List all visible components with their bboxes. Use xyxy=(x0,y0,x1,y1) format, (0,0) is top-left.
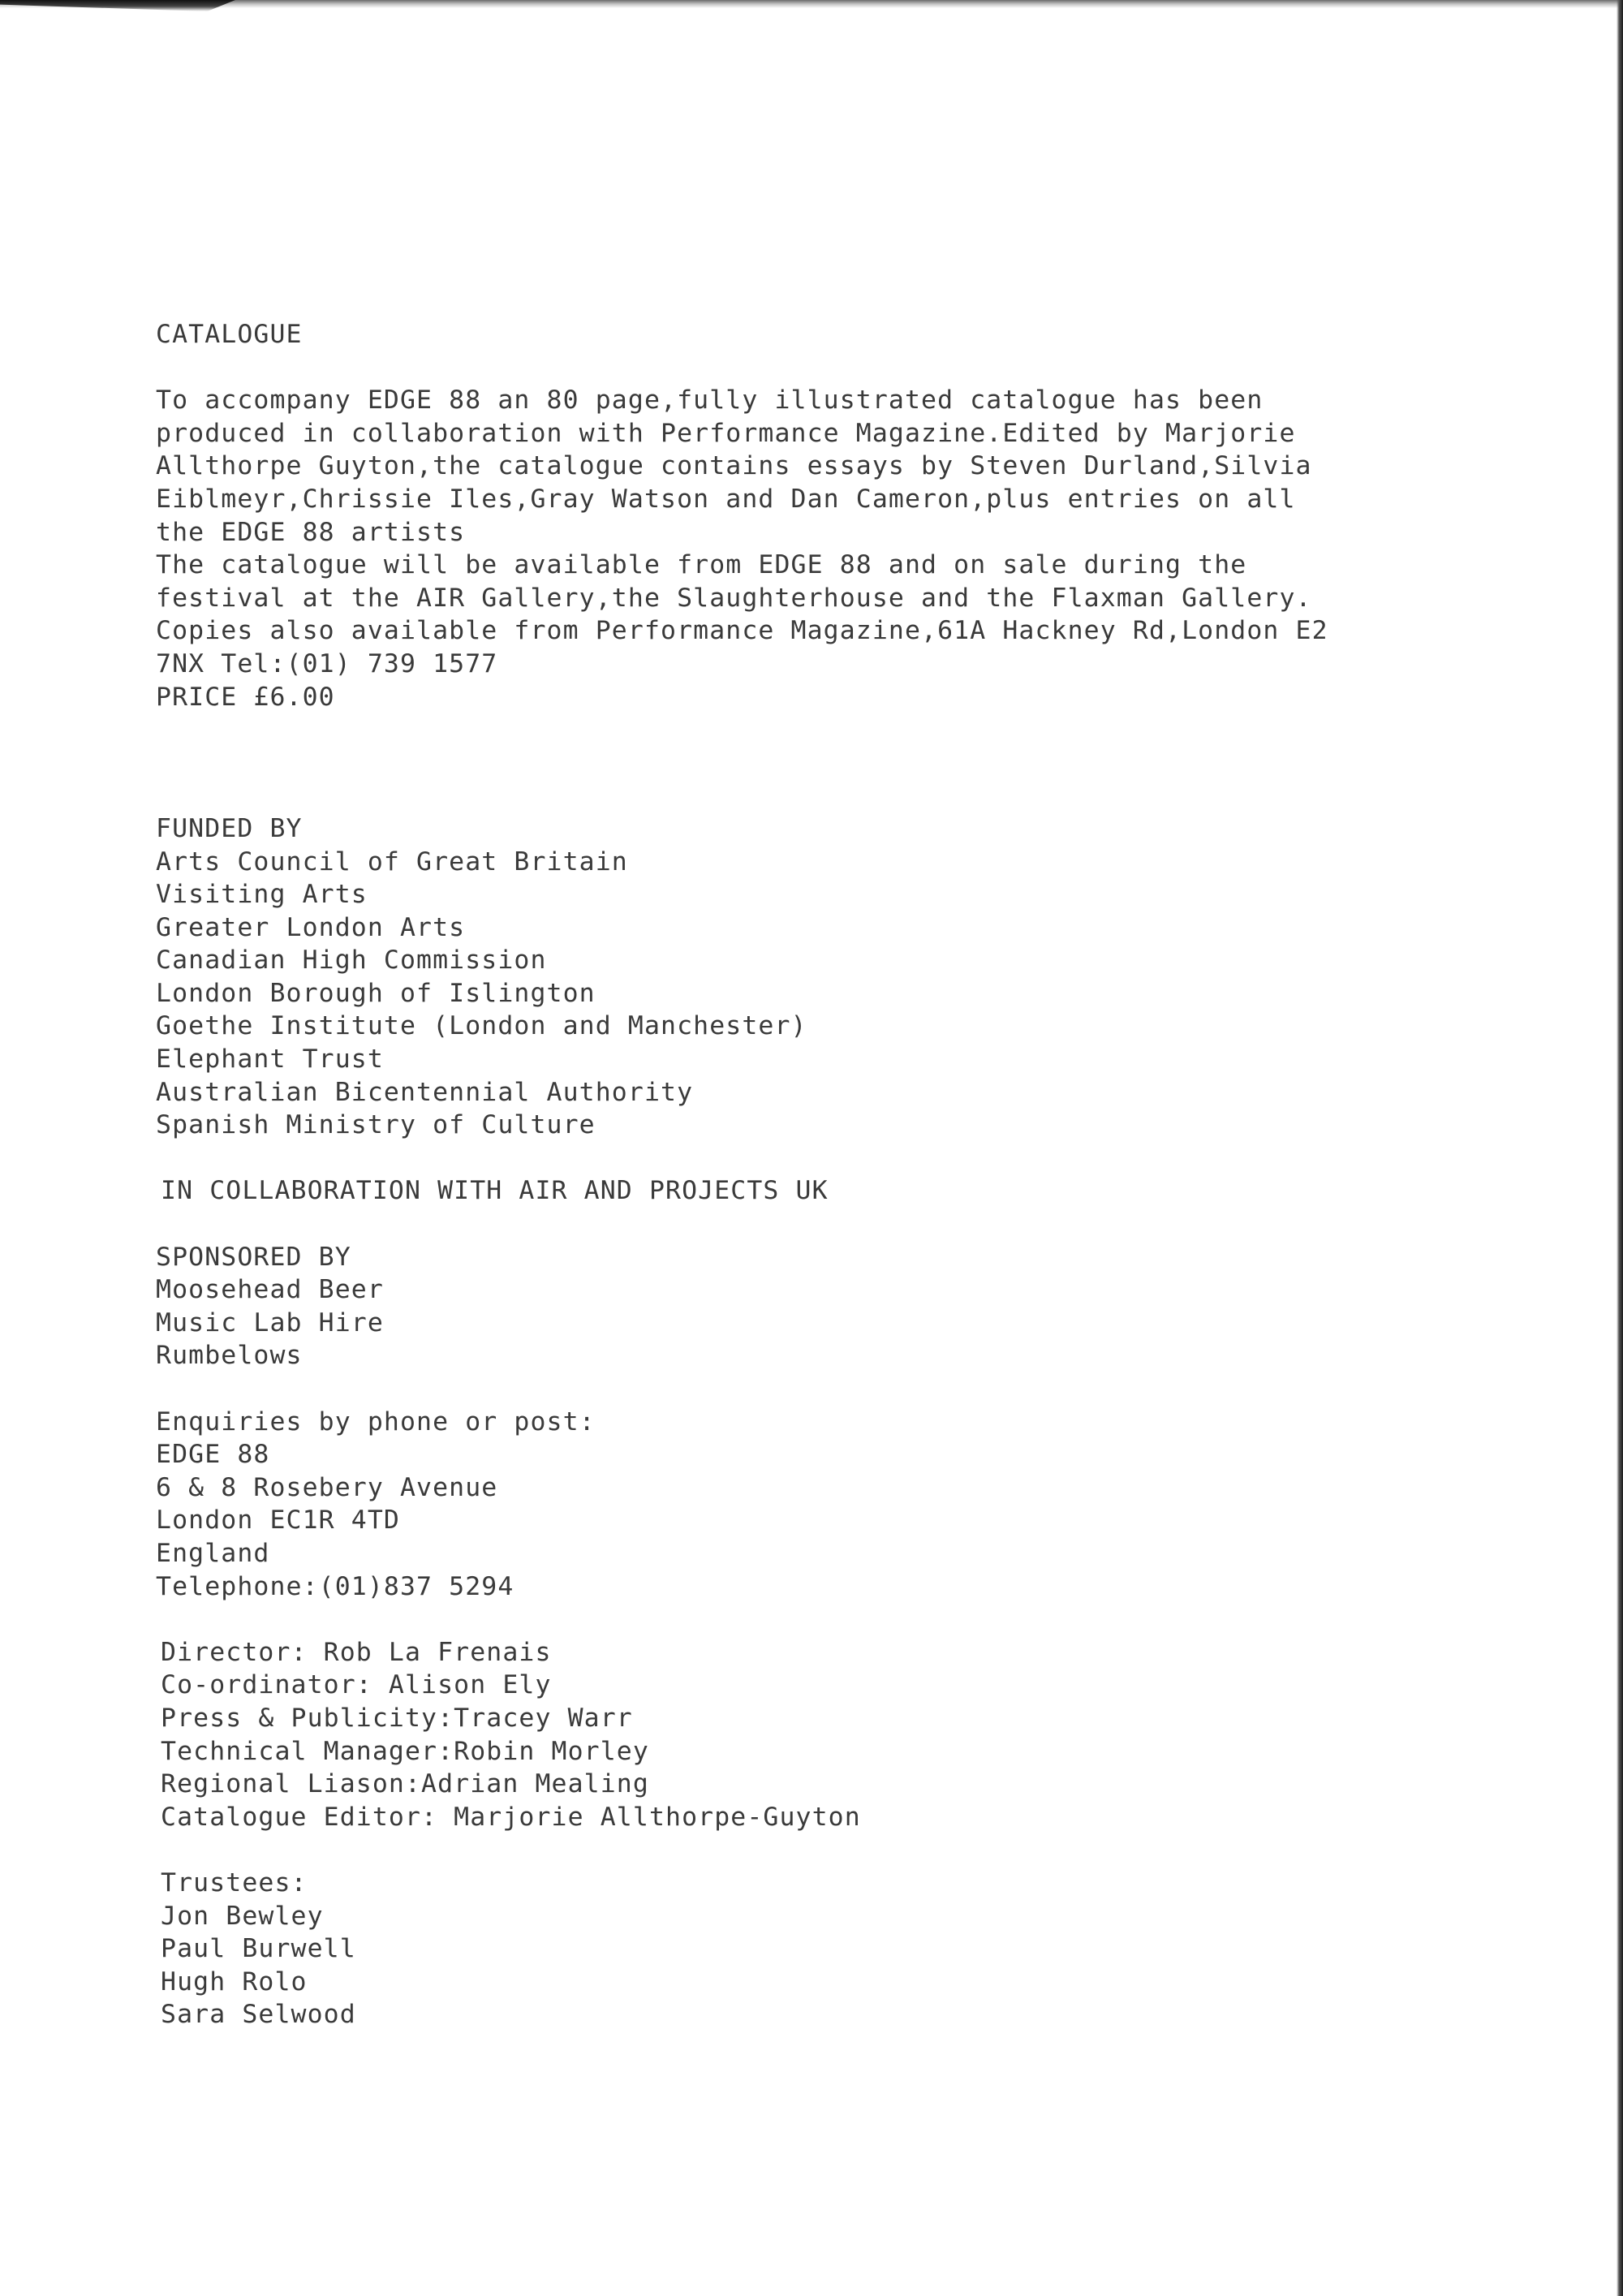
staff-section xyxy=(156,1636,1422,1834)
enquiries-heading: Enquiries by phone or post: xyxy=(156,1406,596,1437)
scan-edge-right xyxy=(1617,0,1623,2296)
catalogue-price: PRICE £6.00 xyxy=(156,682,335,712)
funder-item: Canadian High Commission xyxy=(156,946,547,976)
spacer xyxy=(156,1142,1422,1175)
funded-section xyxy=(156,812,1422,1142)
address-line: London EC1R 4TD xyxy=(156,1506,400,1536)
catalogue-line: 7NX Tel:(01) 739 1577 xyxy=(156,648,498,678)
address-line: EDGE 88 xyxy=(156,1440,270,1470)
sponsor-item: Music Lab Hire xyxy=(156,1307,384,1338)
catalogue-line: The catalogue will be available from EDGE 88 and on sale during the xyxy=(156,550,1247,580)
spacer xyxy=(156,1208,1422,1241)
staff-line: Technical Manager:Robin Morley xyxy=(161,1736,649,1766)
trustee-item: Hugh Rolo xyxy=(161,1966,308,1997)
catalogue-line: Allthorpe Guyton,the catalogue contains essays by Steven Durland,Silvia xyxy=(156,451,1312,481)
spacer xyxy=(156,1603,1422,1636)
staff-line: Press & Publicity:Tracey Warr xyxy=(161,1703,633,1733)
staff-line: Director: Rob La Frenais xyxy=(161,1637,552,1667)
funded-heading: FUNDED BY xyxy=(156,813,303,843)
sponsor-item: Rumbelows xyxy=(156,1341,303,1371)
spacer xyxy=(156,1833,1422,1867)
staff-line: Regional Liason:Adrian Mealing xyxy=(161,1769,649,1799)
trustees-section xyxy=(156,1867,1422,2031)
sponsored-section xyxy=(156,1241,1422,1372)
funder-item: Goethe Institute (London and Manchester) xyxy=(156,1011,807,1041)
sponsor-item: Moosehead Beer xyxy=(156,1275,384,1305)
staff-line: Co-ordinator: Alison Ely xyxy=(161,1670,552,1700)
catalogue-line: Eiblmeyr,Chrissie Iles,Gray Watson and Dan Cameron,plus entries on all xyxy=(156,484,1296,514)
trustee-item: Sara Selwood xyxy=(161,2000,356,2030)
enquiries-section xyxy=(156,1406,1422,1604)
staff-line: Catalogue Editor: Marjorie Allthorpe-Guyton xyxy=(161,1802,861,1832)
catalogue-section xyxy=(156,318,1422,713)
funder-item: Visiting Arts xyxy=(156,880,368,910)
funder-item: Australian Bicentennial Authority xyxy=(156,1077,694,1107)
funder-item: London Borough of Islington xyxy=(156,978,596,1008)
collaboration-line: IN COLLABORATION WITH AIR AND PROJECTS UK xyxy=(161,1176,829,1206)
funder-item: Elephant Trust xyxy=(156,1045,384,1075)
funder-item: Spanish Ministry of Culture xyxy=(156,1110,596,1140)
trustee-item: Paul Burwell xyxy=(161,1934,356,1964)
trustee-item: Jon Bewley xyxy=(161,1901,324,1931)
catalogue-line: Copies also available from Performance Magazine,61A Hackney Rd,London E2 xyxy=(156,616,1328,646)
sponsored-heading: SPONSORED BY xyxy=(156,1242,351,1272)
catalogue-line: festival at the AIR Gallery,the Slaughterhouse and the Flaxman Gallery. xyxy=(156,583,1312,613)
catalogue-heading: CATALOGUE xyxy=(156,320,303,349)
telephone-line: Telephone:(01)837 5294 xyxy=(156,1571,514,1601)
scan-edge-top xyxy=(0,0,1623,8)
typed-document xyxy=(156,318,1422,2031)
spacer xyxy=(156,1372,1422,1406)
address-line: England xyxy=(156,1538,270,1568)
spacer xyxy=(156,713,1422,812)
catalogue-line: To accompany EDGE 88 an 80 page,fully illustrated catalogue has been xyxy=(156,386,1264,416)
address-line: 6 & 8 Rosebery Avenue xyxy=(156,1472,498,1502)
collaboration-section xyxy=(156,1174,1422,1208)
catalogue-line: the EDGE 88 artists xyxy=(156,517,466,547)
spacer xyxy=(156,351,1422,385)
trustees-heading: Trustees: xyxy=(161,1867,308,1898)
scan-corner-shadow xyxy=(0,0,235,11)
catalogue-line: produced in collaboration with Performance Magazine.Edited by Marjorie xyxy=(156,418,1296,448)
funder-item: Arts Council of Great Britain xyxy=(156,846,628,877)
funder-item: Greater London Arts xyxy=(156,912,466,942)
